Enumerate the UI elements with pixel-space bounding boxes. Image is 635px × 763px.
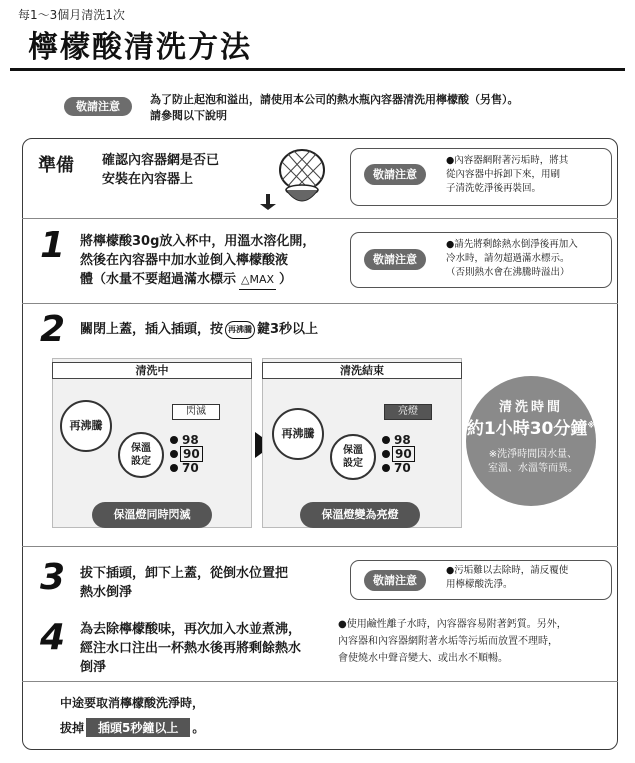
panel-cleaning-indicator: 閃滅 [172,404,220,420]
wash-time-value [466,414,596,439]
intro-caution-badge: 敬請注意 [64,97,132,116]
frequency-label: 每1～3個月清洗1次 [18,8,125,22]
step-1-text [80,232,350,290]
step-1-note-text [446,238,610,280]
step-1-line-3 [80,270,350,290]
step-3-text [80,564,340,602]
step-4-text [80,620,342,677]
step-1-line-3-post: ） [279,272,293,287]
reboil-button-icon: 再沸騰 [225,321,255,339]
panel-cleaning-reboil-button: 再沸騰 [60,400,112,452]
divider-step2 [22,546,618,547]
prep-text-line-1: 確認內容器網是否已 [102,153,220,168]
wash-time-note [478,448,588,476]
intro-line-1: 為了防止起泡和溢出，請使用本公司的熱水瓶內容器清洗用檸檬酸（另售）。 [150,93,519,106]
prep-note-line-3: 子清洗乾淨後再裝回。 [446,183,542,194]
panel-finished-lamp-1 [382,436,390,444]
wash-time-title: 清洗時間 [498,400,563,415]
container-mesh-icon [252,140,332,216]
panel-finished-lamp-3 [382,464,390,472]
wash-time-value-text: 約1小時30分鐘 [466,419,588,439]
panel-cleaning-header: 清洗中 [52,362,252,379]
step-2-number: 2 [40,309,66,350]
unplug-duration-pill: 插頭5秒鐘以上 [86,718,190,737]
panel-cleaning-lamp-3 [170,464,178,472]
step-3-number: 3 [40,557,66,598]
panel-finished-reboil-button: 再沸騰 [272,408,324,460]
alkaline-water-warning [338,616,618,667]
prep-text [102,151,219,189]
panel-cleaning-temp-3: 70 [182,461,199,475]
cancel-line-1: 中途要取消檸檬酸洗淨時， [60,696,205,710]
page-title: 檸檬酸清洗方法 [28,30,252,65]
step-2-text-pre: 關閉上蓋，插入插頭，按 [80,322,224,337]
step-4-line-1: 為去除檸檬酸味，再次加入水並煮沸， [80,622,302,637]
panel-cleaning-caption: 保溫燈同時閃滅 [92,502,212,528]
step-1-line-1: 將檸檬酸30g放入杯中，用溫水溶化開， [80,234,316,249]
cancel-line-2-post: 。 [192,721,205,735]
panel-finished-caption: 保溫燈變為亮燈 [300,502,420,528]
panel-cleaning-keepwarm-line-2: 設定 [131,456,151,467]
warning-line-1: ●使用鹼性離子水時，內容器容易附著鈣質。另外， [338,619,567,630]
divider-step1 [22,303,618,304]
intro-text [150,92,610,124]
step-1-line-2: 然後在內容器中加水並倒入檸檬酸液 [80,253,289,268]
intro-line-2: 請參閱以下說明 [150,109,227,122]
step-2-text [80,320,420,339]
step-2-text-post: 鍵3秒以上 [257,322,319,337]
panel-finished-keepwarm-line-1: 保溫 [343,445,363,456]
step-1-caution-badge: 敬請注意 [364,249,426,270]
panel-cleaning-lamp-1 [170,436,178,444]
cancel-line-2-pre: 拔掉 [60,721,85,735]
step-3-note-line-1: ●污垢難以去除時，請反覆使 [446,565,569,576]
title-underline [10,68,625,71]
prep-label: 準備 [38,155,74,176]
step-1-note-line-2: 冷水時，請勿超過滿水標示。 [446,253,570,264]
wash-time-note-line-1: ※洗淨時間因水量、 [488,449,578,460]
panel-finished-temp-2 [392,448,415,460]
panel-finished-temp-3: 70 [394,461,411,475]
step-3-caution-badge: 敬請注意 [364,570,426,591]
panel-finished-temp-1: 98 [394,433,411,447]
panel-cleaning-temp-1: 98 [182,433,199,447]
step-1-line-3-pre: 體（水量不要超過滿水標示 [80,272,237,287]
prep-caution-badge: 敬請注意 [364,164,426,185]
panel-cleaning-temp-2-value: 90 [180,446,203,462]
divider-prep [22,218,618,219]
prep-note-text [446,154,606,196]
step-3-note-text [446,564,610,592]
step-4-line-3: 倒淨 [80,660,107,675]
panel-finished-keepwarm-button [330,434,376,480]
panel-finished-indicator: 亮燈 [384,404,432,420]
step-1-note-line-1: ●請先將剩餘熱水倒淨後再加入 [446,239,578,250]
panel-finished-header: 清洗結束 [262,362,462,379]
step-1-number: 1 [40,225,66,266]
panel-cleaning-keepwarm-button [118,432,164,478]
step-4-number: 4 [40,617,66,658]
prep-text-line-2: 安裝在內容器上 [102,172,194,187]
max-water-mark: △MAX [239,270,276,290]
panel-finished-keepwarm-line-2: 設定 [343,458,363,469]
step-3-note-line-2: 用檸檬酸洗淨。 [446,579,513,590]
panel-finished-temp-2-value: 90 [392,446,415,462]
warning-line-3: 會使燒水中聲音變大、或出水不順暢。 [338,653,508,664]
divider-step4 [22,681,618,682]
panel-cleaning-lamp-2 [170,450,178,458]
wash-time-mark: ※ [587,420,596,430]
panel-cleaning-keepwarm-line-1: 保溫 [131,443,151,454]
prep-note-line-2: 從內容器中拆卸下來，用刷 [446,169,561,180]
step-3-line-2: 熱水倒淨 [80,585,133,600]
step-1-note-line-3: （否則熱水會在沸騰時溢出） [446,267,570,278]
cancel-line-2 [60,718,204,737]
step-3-line-1: 拔下插頭，卸下上蓋，從倒水位置把 [80,566,289,581]
wash-time-note-line-2: 室溫、水溫等而異。 [488,463,578,474]
step-4-line-2: 經注水口注出一杯熱水後再將剩餘熱水 [80,641,302,656]
panel-cleaning-temp-2 [180,448,203,460]
panel-finished-lamp-2 [382,450,390,458]
warning-line-2: 內容器和內容器網附著水垢等污垢而放置不理時， [338,636,558,647]
prep-note-line-1: ●內容器網附著污垢時，將其 [446,155,569,166]
